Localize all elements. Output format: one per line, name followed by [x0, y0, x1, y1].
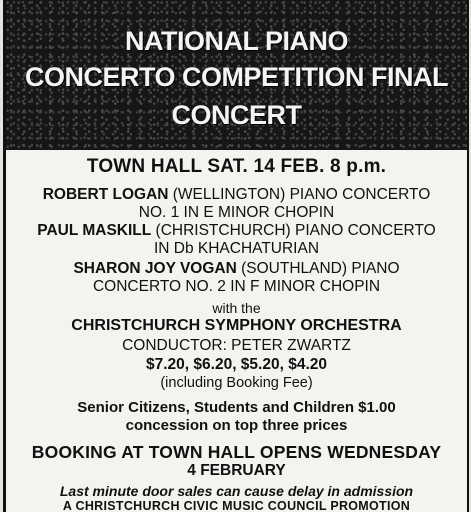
performer-2-piece: IN Db KHACHATURIAN: [153, 240, 320, 257]
title-line-1: NATIONAL PIANO: [124, 26, 348, 56]
door-sales-note: Last minute door sales can cause delay in admission: [59, 483, 414, 499]
orchestra-name: CHRISTCHURCH SYMPHONY ORCHESTRA: [71, 317, 402, 334]
performer-3-name: SHARON JOY VOGAN: [73, 260, 237, 277]
ticket-prices: $7.20, $6.20, $5.20, $4.20: [146, 356, 327, 373]
booking-opens: BOOKING AT TOWN HALL OPENS WEDNESDAY: [31, 442, 442, 462]
concession-line-1: Senior Citizens, Students and Children $1.00: [77, 399, 396, 416]
venue-date: TOWN HALL SAT. 14 FEB. 8 p.m.: [86, 156, 387, 177]
performer-2-name: PAUL MASKILL: [37, 222, 152, 239]
title-banner: [6, 0, 467, 150]
performer-1-details: (WELLINGTON) PIANO CONCERTO: [168, 186, 431, 203]
performer-3-details: (SOUTHLAND) PIANO: [236, 260, 400, 277]
with-the: with the: [212, 300, 261, 316]
title-line-3: CONCERT: [171, 100, 302, 130]
performer-1-name: ROBERT LOGAN: [42, 186, 169, 203]
promotion-credit: A CHRISTCHURCH CIVIC MUSIC COUNCIL PROMOTION: [62, 499, 411, 512]
concession-line-2: concession on top three prices: [125, 417, 348, 434]
performer-1: [6, 186, 467, 204]
conductor: CONDUCTOR: PETER ZWARTZ: [122, 337, 351, 354]
performer-2: [6, 222, 467, 240]
title-line-2: CONCERTO COMPETITION FINAL: [25, 62, 448, 92]
performer-3: [6, 260, 467, 278]
performer-3-piece: CONCERTO NO. 2 IN F MINOR CHOPIN: [92, 278, 381, 295]
performer-2-details: (CHRISTCHURCH) PIANO CONCERTO: [151, 222, 436, 239]
concert-advertisement: [3, 0, 469, 512]
booking-fee-note: (including Booking Fee): [160, 375, 313, 391]
booking-date: 4 FEBRUARY: [187, 462, 286, 479]
performer-1-piece: NO. 1 IN E MINOR CHOPIN: [138, 204, 335, 221]
